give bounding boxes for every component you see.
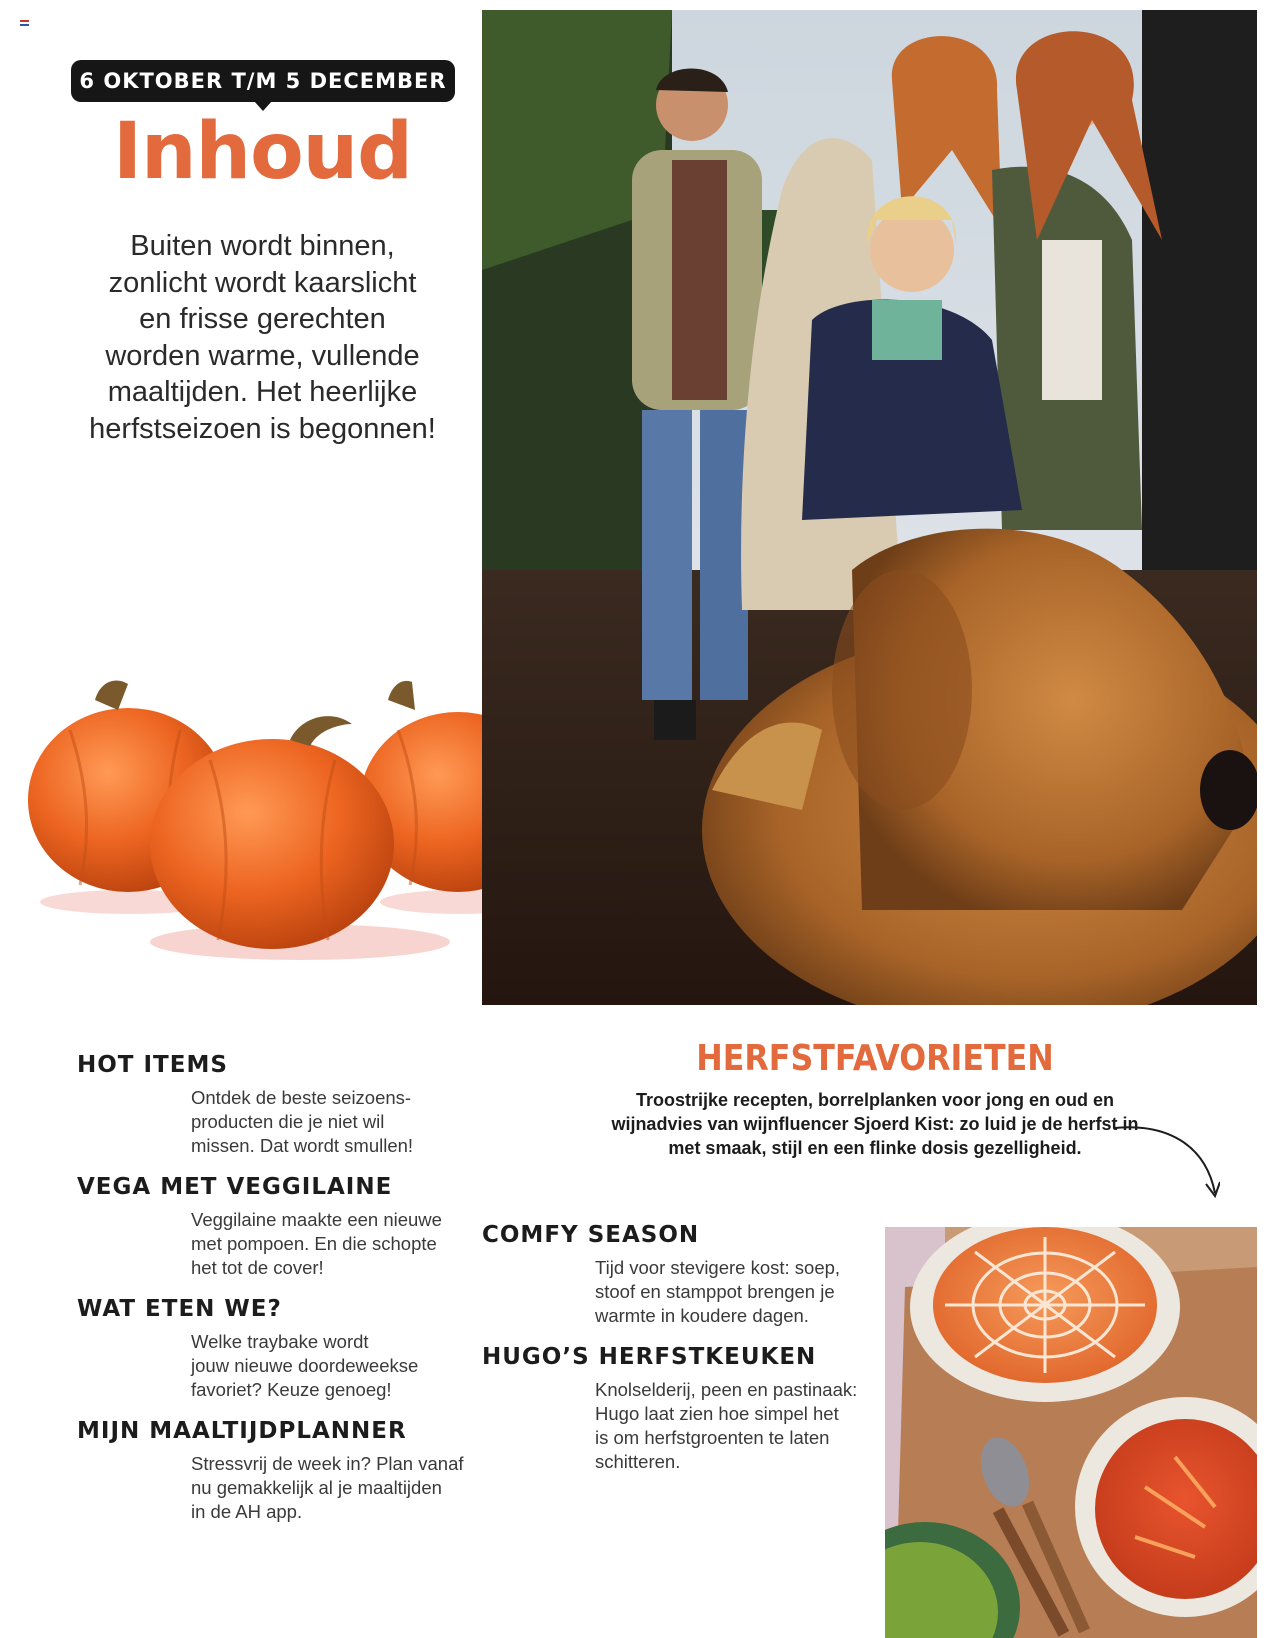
body-line: Tijd voor stevigere kost: soep, — [595, 1257, 841, 1278]
body-line: Stressvrij de week in? Plan vanaf — [191, 1453, 464, 1474]
body-line: nu gemakkelijk al je maaltijden — [191, 1477, 442, 1498]
family-walking-dog-photo — [482, 10, 1257, 1005]
body-line: schitteren. — [595, 1451, 681, 1472]
intro-line: Buiten wordt binnen, — [130, 230, 395, 262]
section-title: COMFY SEASON — [482, 1222, 700, 1248]
section-vega-met-veggilaine — [77, 1174, 491, 1280]
soup-bowls-photo — [885, 1227, 1257, 1638]
section-title: VEGA MET VEGGILAINE — [77, 1174, 393, 1200]
body-line: met smaak, stijl en een flinke dosis gezelligheid. — [668, 1138, 1082, 1158]
body-line: producten die je niet wil — [191, 1111, 385, 1132]
curved-arrow-icon — [1110, 1118, 1220, 1203]
body-line: met pompoen. En die schopte — [191, 1233, 437, 1254]
section-title: WAT ETEN WE? — [77, 1296, 282, 1322]
herfstfavorieten-heading: HERFSTFAVORIETEN — [696, 1038, 1054, 1079]
body-line: Knolselderij, peen en pastinaak: — [595, 1379, 858, 1400]
intro-line: zonlicht wordt kaarslicht — [108, 266, 417, 299]
date-banner-text: 6 OKTOBER T/M 5 DECEMBER — [79, 69, 447, 93]
section-mijn-maaltijdplanner — [77, 1418, 491, 1524]
section-body — [595, 1378, 880, 1474]
body-line: favoriet? Keuze genoeg! — [191, 1379, 392, 1400]
body-line: jouw nieuwe doordeweekse — [191, 1355, 419, 1376]
body-line: warmte in koudere dagen. — [595, 1305, 809, 1326]
section-title: MIJN MAALTIJDPLANNER — [77, 1418, 407, 1444]
body-line: Hugo laat zien hoe simpel het — [595, 1403, 839, 1424]
intro-line: maaltijden. Het heerlijke — [107, 376, 418, 408]
section-wat-eten-we — [77, 1296, 476, 1402]
section-body — [595, 1256, 880, 1328]
section-body — [191, 1330, 476, 1402]
body-line: Ontdek de beste seizoens- — [191, 1087, 412, 1108]
page-title: Inhoud — [112, 107, 413, 197]
intro-line: herfstseizoen is begonnen! — [89, 412, 436, 445]
body-line: Welke traybake wordt — [191, 1331, 369, 1352]
body-line: in de AH app. — [191, 1501, 303, 1522]
section-hugos-herfstkeuken — [482, 1344, 880, 1474]
herfstfavorieten-text — [560, 1088, 1190, 1160]
date-banner — [71, 60, 455, 102]
body-line: missen. Dat wordt smullen! — [191, 1135, 414, 1156]
section-body — [191, 1208, 491, 1280]
section-title: HUGO’S HERFSTKEUKEN — [482, 1344, 817, 1370]
intro-line: en frisse gerechten — [139, 303, 386, 335]
intro-line: worden warme, vullende — [105, 339, 420, 372]
body-line: Veggilaine maakte een nieuwe — [191, 1209, 442, 1230]
flag-icon — [20, 20, 29, 26]
section-body — [191, 1086, 476, 1158]
body-line: is om herfstgroenten te laten — [595, 1427, 830, 1448]
section-body — [191, 1452, 491, 1524]
pumpkins-image — [0, 640, 560, 980]
section-comfy-season — [482, 1222, 880, 1328]
body-line: stoof en stamppot brengen je — [595, 1281, 835, 1302]
body-line: Troostrijke recepten, borrelplanken voor jong en oud en — [635, 1090, 1115, 1110]
section-hot-items — [77, 1052, 476, 1158]
section-title: HOT ITEMS — [77, 1052, 228, 1078]
intro-text — [60, 228, 465, 447]
body-line: wijnadvies van wijnfluencer Sjoerd Kist: zo luid je de herfst in — [611, 1114, 1139, 1134]
body-line: het tot de cover! — [191, 1257, 324, 1278]
